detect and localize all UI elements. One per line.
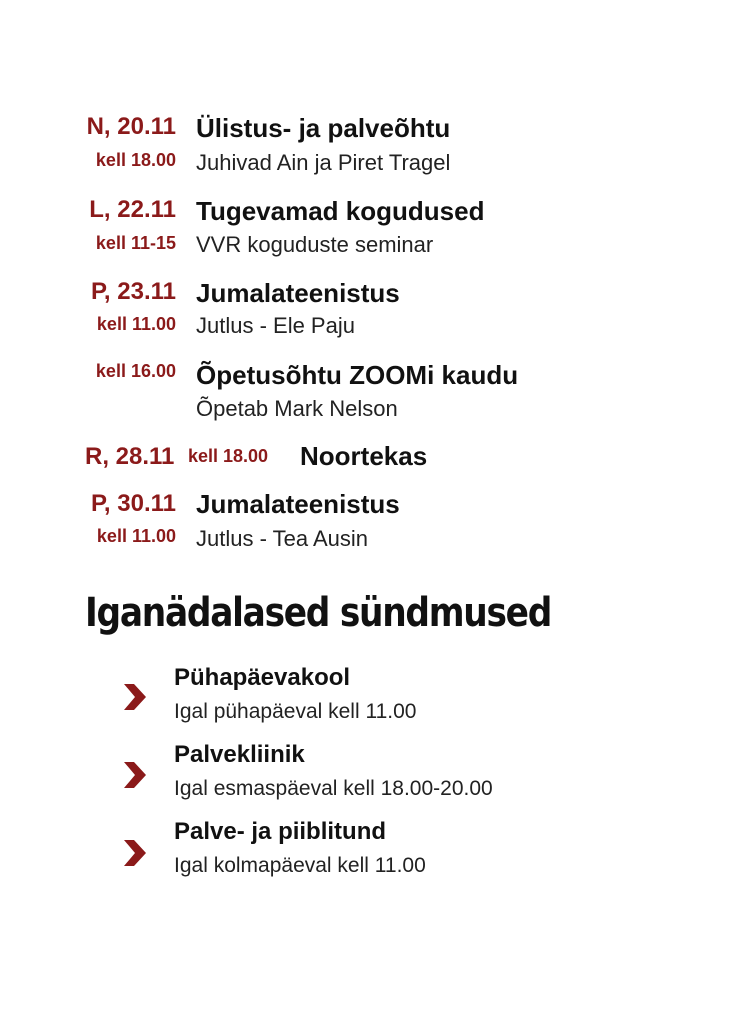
chevron-right-icon bbox=[120, 682, 148, 712]
weekly-item-subtitle: Igal kolmapäeval kell 11.00 bbox=[174, 854, 426, 877]
event-title: Õpetusõhtu ZOOMi kaudu bbox=[196, 360, 519, 390]
weekly-item-title: Palve- ja piiblitund bbox=[174, 818, 387, 845]
event-title: Noortekas bbox=[300, 441, 428, 471]
event-time: kell 18.00 bbox=[95, 150, 176, 170]
event-subtitle: VVR koguduste seminar bbox=[196, 232, 434, 257]
event-title: Ülistus- ja palveõhtu bbox=[196, 113, 451, 143]
weekly-heading: Iganädalased sündmused bbox=[85, 590, 552, 636]
event-date: L, 22.11 bbox=[89, 196, 176, 223]
event-time: kell 16.00 bbox=[95, 361, 176, 381]
chevron-right-icon bbox=[120, 838, 148, 868]
event-date: R, 28.11 bbox=[85, 443, 175, 470]
weekly-item-title: Pühapäevakool bbox=[174, 664, 351, 691]
event-time: kell 11-15 bbox=[95, 233, 176, 253]
weekly-item-subtitle: Igal esmaspäeval kell 18.00-20.00 bbox=[174, 777, 493, 800]
event-date: P, 30.11 bbox=[91, 490, 176, 517]
event-subtitle: Jutlus - Tea Ausin bbox=[196, 526, 369, 551]
event-time: kell 11.00 bbox=[96, 314, 176, 334]
event-subtitle: Õpetab Mark Nelson bbox=[196, 396, 398, 421]
weekly-item-title: Palvekliinik bbox=[174, 741, 305, 768]
chevron-right-icon bbox=[120, 760, 148, 790]
event-time: kell 11.00 bbox=[96, 526, 176, 546]
event-title: Jumalateenistus bbox=[196, 489, 400, 519]
event-subtitle: Jutlus - Ele Paju bbox=[196, 313, 355, 338]
event-subtitle: Juhivad Ain ja Piret Tragel bbox=[196, 150, 451, 175]
event-title: Tugevamad kogudused bbox=[196, 196, 485, 226]
event-time: kell 18.00 bbox=[188, 446, 269, 466]
event-title: Jumalateenistus bbox=[196, 278, 400, 308]
event-date: N, 20.11 bbox=[86, 113, 176, 140]
event-date: P, 23.11 bbox=[91, 278, 176, 305]
weekly-item-subtitle: Igal pühapäeval kell 11.00 bbox=[174, 700, 417, 723]
